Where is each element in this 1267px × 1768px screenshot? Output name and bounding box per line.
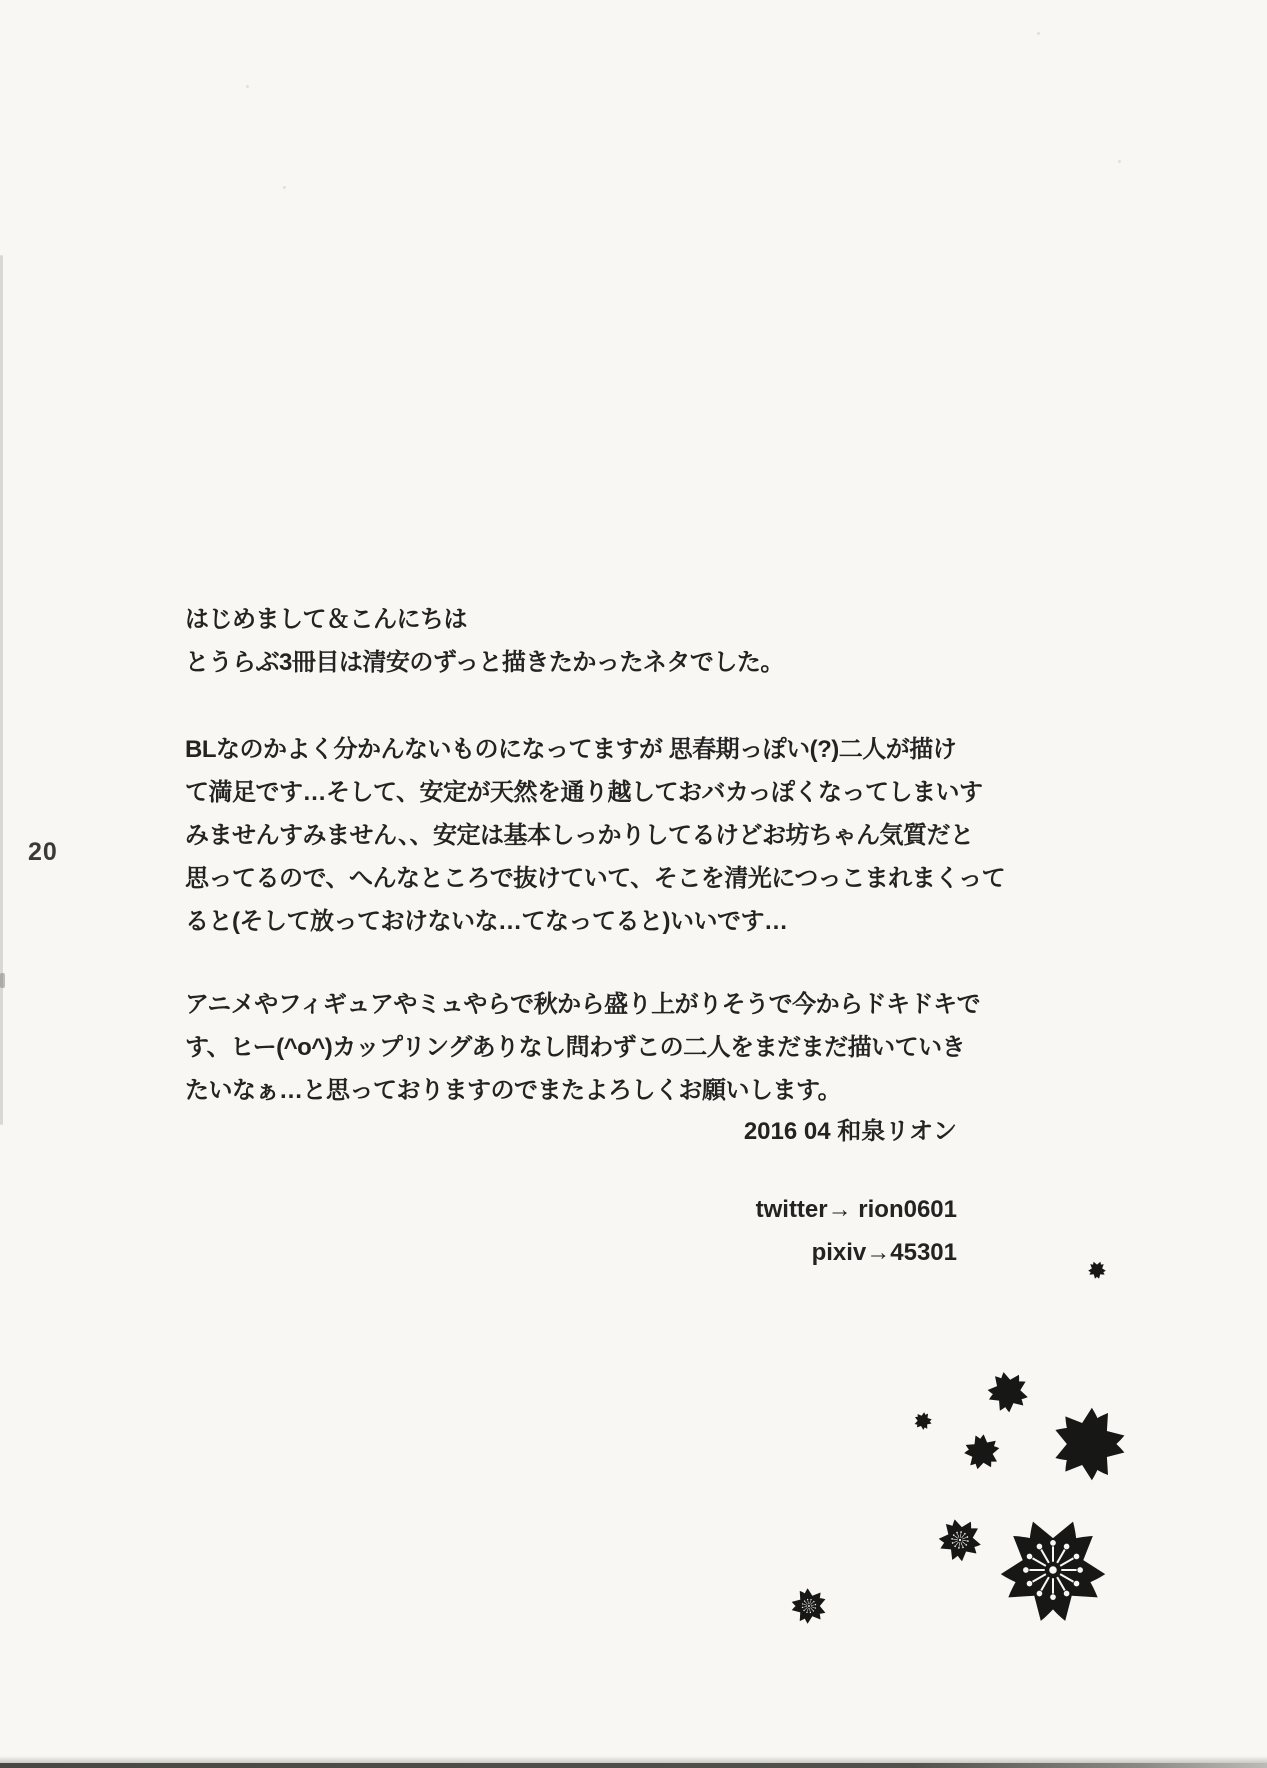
body-line: て満足です…そして、安定が天然を通り越しておバカっぽくなってしまいす [185, 779, 983, 806]
scan-edge-bottom-fade [0, 1756, 1267, 1763]
scan-speck [1118, 160, 1121, 163]
twitter-handle: twitter→ rion0601 [755, 1196, 957, 1223]
sakura-largest-white-stamen-icon [994, 1511, 1112, 1629]
afterword-closing [185, 983, 980, 1112]
sakura-small-center-icon [955, 1425, 1009, 1479]
pixiv-id: pixiv→45301 [811, 1239, 957, 1266]
body-line: みませんすみません、、安定は基本しっかりしてるけどお坊ちゃん気質だと [185, 822, 974, 849]
afterword-body [185, 728, 1005, 943]
scan-speck [283, 186, 286, 189]
body-line: BLなのかよく分かんないものになってますが 思春期っぽい(?)二人が描け [185, 736, 957, 763]
body-line: 思ってるので、へんなところで抜けていて、そこを清光につっこまれまくって [185, 865, 1006, 892]
scan-mark-left [0, 973, 5, 988]
sakura-tiny-middle-icon [911, 1409, 935, 1433]
author-links [756, 1188, 957, 1274]
closing-line: たいなぁ…と思っておりますのでまたよろしくお願いします。 [185, 1077, 842, 1104]
scan-speck [1037, 32, 1040, 35]
sakura-medium-white-stamen-icon [933, 1513, 987, 1567]
scan-edge-left [0, 255, 3, 1125]
page-number: 20 [28, 838, 58, 866]
sakura-large-right-icon [1037, 1392, 1140, 1495]
scan-edge-bottom-line [0, 1763, 1267, 1768]
closing-line: す、ヒー(^o^)カップリングありなし問わずこの二人をまだまだ描いていき [185, 1034, 966, 1061]
author-signature: 2016 04 和泉リオン [743, 1118, 957, 1145]
closing-line: アニメやフィギュアやミュやらで秋から盛り上がりそうで今からドキドキで [185, 991, 981, 1018]
sakura-tiny-top-right-icon [1087, 1260, 1107, 1280]
greeting-line: はじめまして＆こんにちは [185, 606, 467, 633]
greeting-line: とうらぶ3冊目は清安のずっと描きたかったネタでした。 [185, 649, 784, 676]
sakura-medium-upper-icon [981, 1365, 1034, 1418]
afterword-greeting [185, 598, 784, 684]
body-line: ると(そして放っておけないな…てなってると)いいです… [185, 908, 788, 935]
scan-speck [246, 85, 249, 88]
sakura-small-white-stamen-bottom-left-icon [784, 1581, 834, 1631]
